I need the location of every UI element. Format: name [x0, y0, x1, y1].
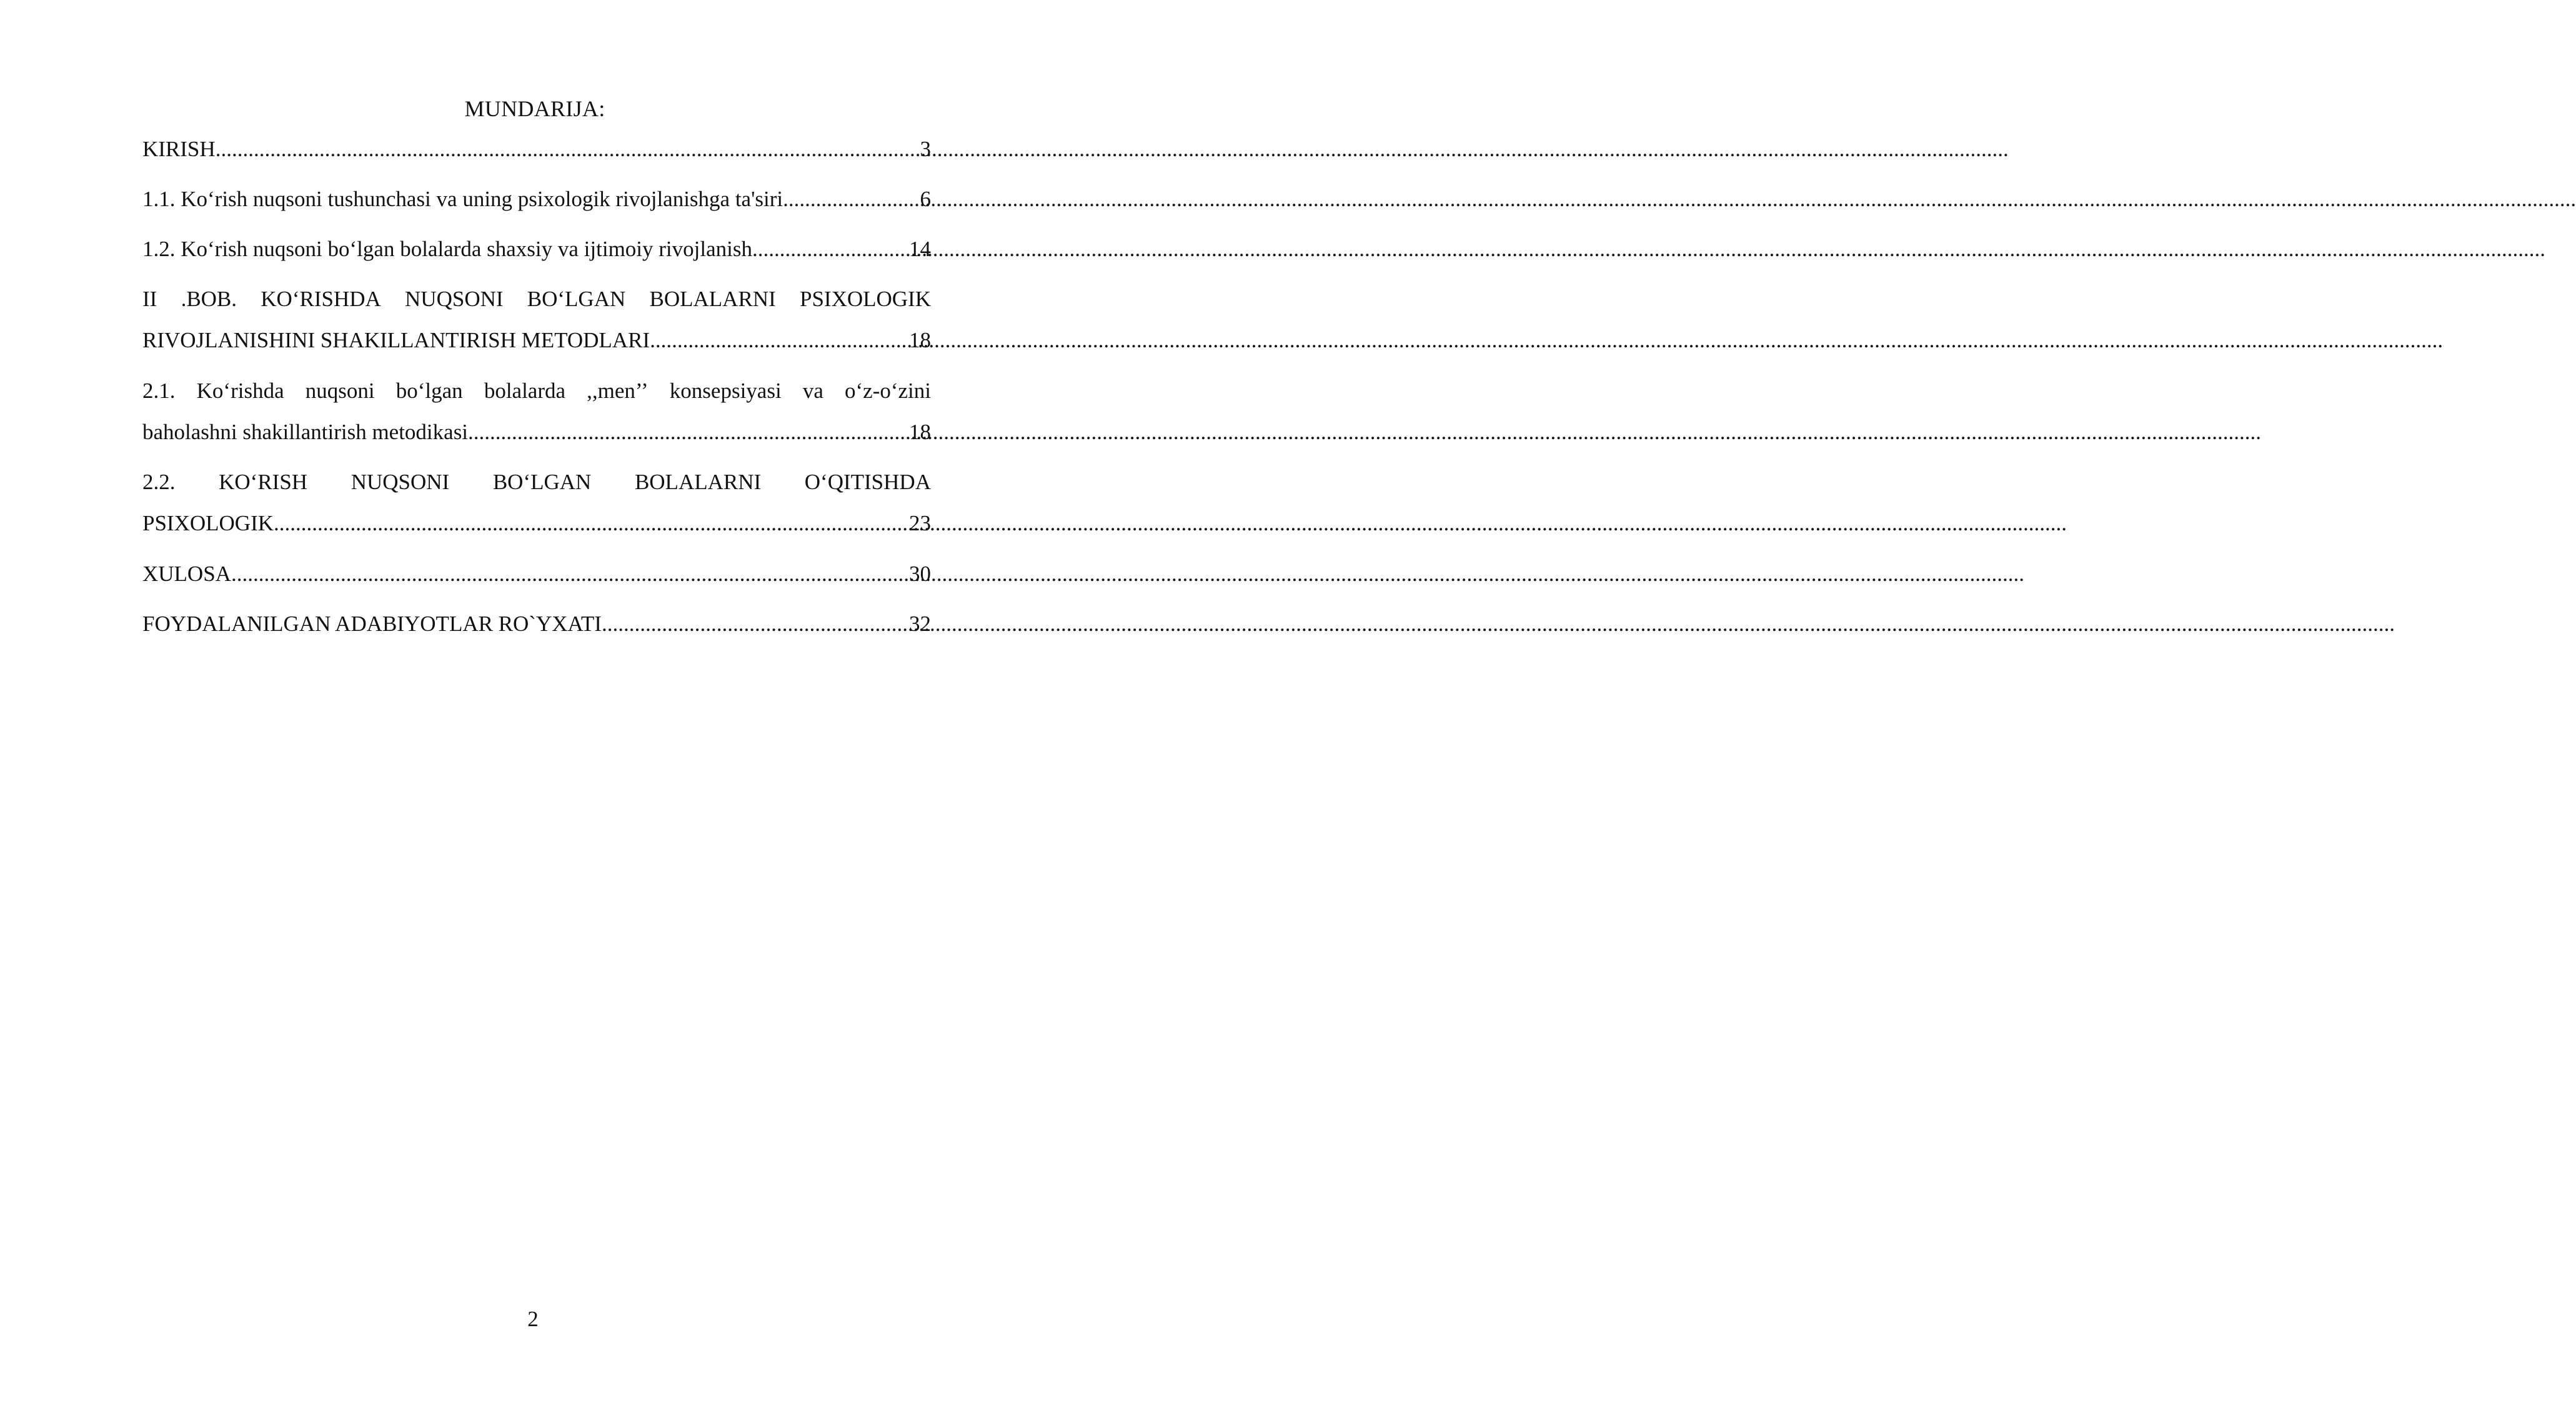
toc-word: bolalarda [484, 379, 566, 403]
toc-word: ,,men’’ [587, 379, 649, 403]
toc-leader-dots [752, 229, 908, 270]
toc-word: .BOB. [181, 287, 237, 311]
toc-entry-text: XULOSA [142, 562, 231, 586]
toc-word: o‘z-o‘zini [845, 379, 931, 403]
toc-entry-page: 23 [909, 511, 931, 535]
toc-word: Ko‘rishda [196, 379, 284, 403]
toc-entry-2-2[interactable] [142, 462, 931, 544]
toc-leader-dots [231, 553, 908, 595]
toc-entry-text: PSIXOLOGIK [142, 511, 274, 535]
toc-word: BOLALARNI [649, 287, 776, 311]
toc-entry-adabiyotlar[interactable] [142, 603, 931, 645]
toc-entry-page: 32 [909, 612, 931, 636]
toc-word: II [142, 287, 157, 311]
toc-word: 2.1. [142, 379, 176, 403]
toc-entry-text: baholashni shakillantirish metodikasi [142, 420, 469, 444]
toc-word: konsepsiyasi [669, 379, 782, 403]
toc-word: va [802, 379, 823, 403]
toc-leader-dots [468, 412, 908, 453]
toc-entry-2-1[interactable] [142, 370, 931, 453]
toc-entry-text: RIVOJLANISHINI SHAKILLANTIRISH METODLARI [142, 328, 650, 352]
toc-entry-page: 14 [909, 237, 931, 261]
toc-entry-text: KIRISH [142, 137, 216, 161]
toc-entry-kirish[interactable] [142, 129, 931, 170]
toc-word: NUQSONI [405, 287, 504, 311]
toc-leader-dots [274, 503, 908, 544]
toc-word: NUQSONI [351, 470, 450, 494]
toc-leader-dots [783, 179, 918, 220]
toc-entry-page: 3 [920, 137, 931, 161]
document-page [0, 0, 1000, 1413]
toc-entry-text: 1.1. Ko‘rish nuqsoni tushunchasi va uning psixologik rivojlanishga ta'siri [142, 187, 783, 211]
toc-entry-text: FOYDALANILGAN ADABIYOTLAR RO`YXATI [142, 612, 602, 636]
toc-word: BO‘LGAN [527, 287, 626, 311]
toc-leader-dots [602, 603, 908, 645]
toc-entry-chapter-2[interactable] [142, 279, 931, 361]
toc-word: 2.2. [142, 470, 176, 494]
toc-entry-line1 [142, 279, 931, 320]
toc-title: MUNDARIJA: [464, 96, 605, 121]
toc-entry-1-1[interactable] [142, 179, 931, 220]
toc-word: PSIXOLOGIK [799, 287, 931, 311]
toc-entry-page: 6 [920, 187, 931, 211]
toc-word: KO‘RISHDA [261, 287, 381, 311]
toc-entry-page: 30 [909, 562, 931, 586]
toc-word: O‘QITISHDA [804, 470, 931, 494]
toc-word: bo‘lgan [395, 379, 463, 403]
toc-entry-text: 1.2. Ko‘rish nuqsoni bo‘lgan bolalarda shaxsiy va ijtimoiy rivojlanish [142, 237, 752, 261]
page-number: 2 [527, 1307, 539, 1331]
toc-word: BOLALARNI [634, 470, 762, 494]
toc-leader-dots [650, 320, 908, 361]
toc-entry-1-2[interactable] [142, 229, 931, 270]
toc-entry-line1 [142, 462, 931, 503]
toc-entry-page: 18 [909, 328, 931, 352]
toc-leader-dots [216, 129, 919, 170]
toc-entry-page: 18 [909, 420, 931, 444]
toc-word: KO‘RISH [219, 470, 308, 494]
toc-entry-xulosa[interactable] [142, 553, 931, 595]
toc-word: BO‘LGAN [492, 470, 592, 494]
toc-word: nuqsoni [305, 379, 375, 403]
toc-entry-line1 [142, 370, 931, 412]
